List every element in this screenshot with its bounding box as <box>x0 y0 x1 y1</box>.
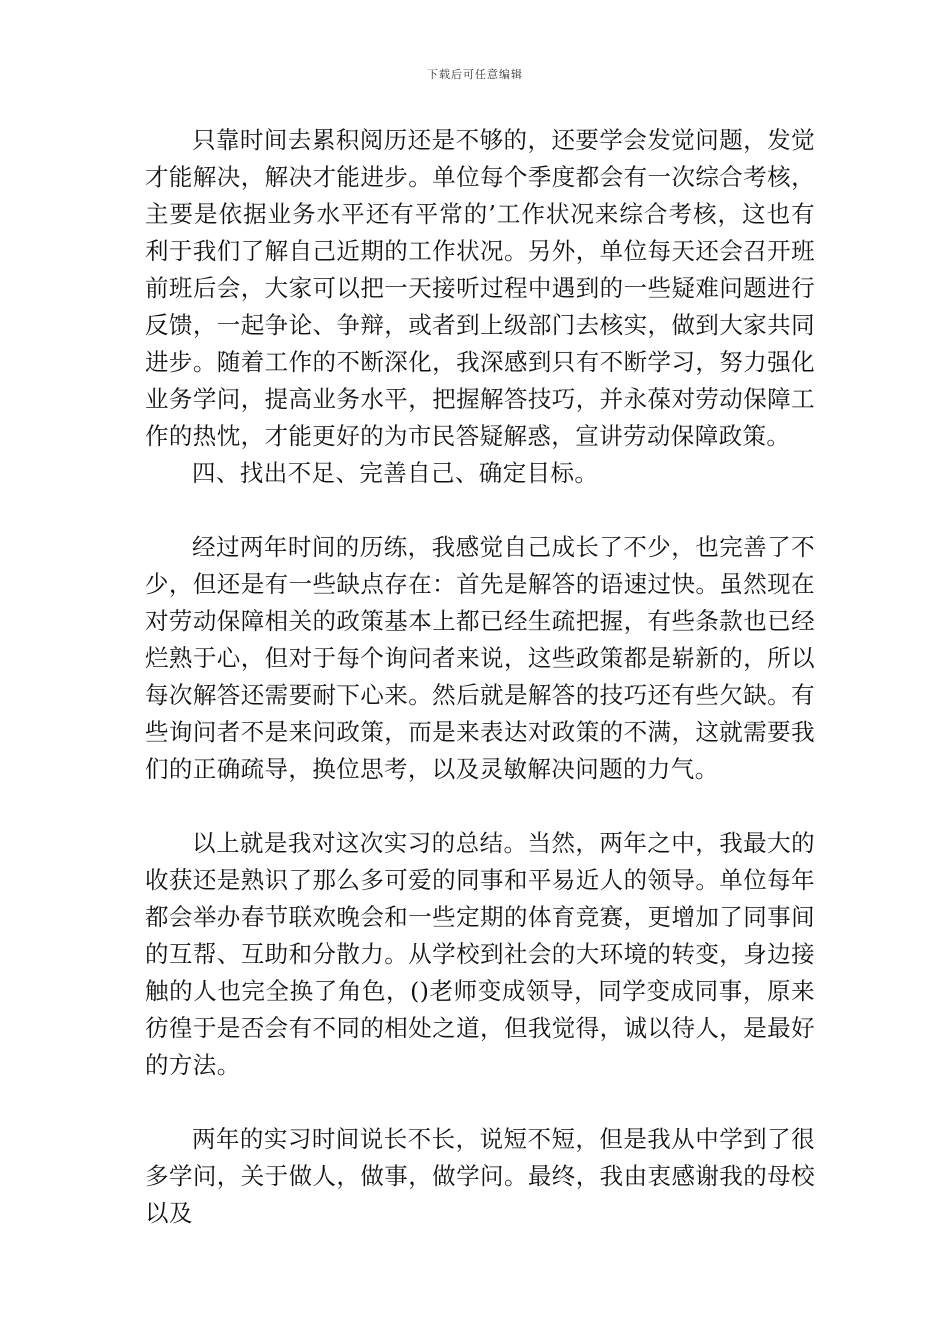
section-heading: 四、找出不足、完善自己、确定目标。 <box>192 459 599 487</box>
paragraph-2: 经过两年时间的历练，我感觉自己成长了不少，也完善了不少，但还是有一些缺点存在：首先是解答的语速过快。虽然现在对劳动保障相关的政策基本上都已经生疏把握，有些条款也已经烂熟于心，但对于每个询问者来说，这些政策都是崭新的，所以每次解答还需要耐下心来。然后就是解答的技巧还有些欠缺。有些询问者不是来问政策，而是来表达对政策的不满，这就需要我们的正确疏导，换位思考，以及灵敏解决问题的力气。 <box>145 533 815 783</box>
paragraph-1: 只靠时间去累积阅历还是不够的，还要学会发觉问题，发觉才能解决，解决才能进步。单位每个季度都会有一次综合考核，主要是依据业务水平还有平常的’工作状况来综合考核，这也有利于我们了解自己近期的工作状况。另外，单位每天还会召开班前班后会，大家可以把一天接听过程中遇到的一些疑难问题进行反馈，一起争论、争辩，或者到上级部门去核实，做到大家共同进步。随着工作的不断深化，我深感到只有不断学习，努力强化业务学问，提高业务水平，把握解答技巧，并永葆对劳动保障工作的热忱，才能更好的为市民答疑解惑，宣讲劳动保障政策。 <box>145 126 815 450</box>
paragraph-4: 两年的实习时间说长不长，说短不短，但是我从中学到了很多学问，关于做人，做事，做学问。最终，我由衷感谢我的母校以及 <box>145 1125 815 1227</box>
document-body <box>145 122 815 1232</box>
paragraph-3: 以上就是我对这次实习的总结。当然，两年之中，我最大的收获还是熟识了那么多可爱的同事和平易近人的领导。单位每年都会举办春节联欢晚会和一些定期的体育竞赛，更增加了同事间的互帮、互助和分散力。从学校到社会的大环境的转变，身边接触的人也完全换了角色，()老师变成领导，同学变成同事，原来彷徨于是否会有不同的相处之道，但我觉得，诚以待人，是最好的方法。 <box>145 829 815 1079</box>
header-note: 下载后可任意编辑 <box>427 68 523 81</box>
